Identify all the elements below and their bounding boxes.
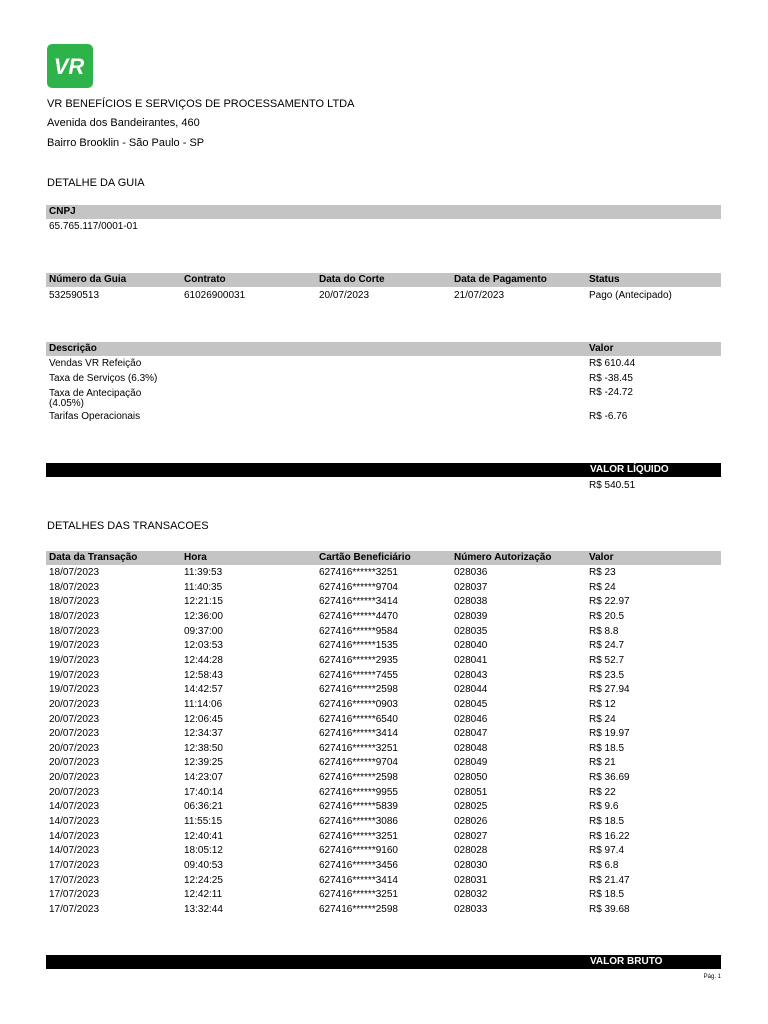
cnpj-value: 65.765.117/0001-01	[49, 221, 138, 232]
tx-authorization: 028035	[454, 625, 488, 637]
tx-card: 627416******3414	[319, 596, 398, 608]
table-row	[0, 581, 768, 596]
guide-header-number: Número da Guia	[49, 274, 127, 285]
table-row	[0, 756, 768, 771]
tx-card: 627416******1535	[319, 640, 398, 652]
tx-time: 09:40:53	[184, 860, 223, 871]
table-row	[0, 859, 768, 874]
values-header-value: Valor	[589, 343, 614, 354]
tx-value: R$ 36.69	[589, 772, 630, 784]
tx-authorization: 028047	[454, 728, 488, 740]
tx-authorization: 028039	[454, 610, 488, 622]
tx-date: 14/07/2023	[49, 801, 100, 813]
tx-date: 20/07/2023	[49, 728, 100, 740]
tx-time: 17:40:14	[184, 786, 223, 798]
table-row	[0, 713, 768, 728]
tx-authorization: 028048	[454, 742, 488, 754]
tx-date: 17/07/2023	[49, 874, 100, 886]
tx-date: 17/07/2023	[49, 903, 100, 915]
tx-authorization: 028049	[454, 757, 488, 769]
tx-date: 14/07/2023	[49, 830, 100, 842]
company-district: Bairro Brooklin - São Paulo - SP	[47, 137, 205, 149]
table-row	[0, 786, 768, 801]
table-row	[0, 844, 768, 859]
tx-value: R$ 6.8	[589, 860, 619, 871]
value-amount: R$ -24.72	[589, 387, 633, 398]
tx-date: 18/07/2023	[49, 567, 100, 578]
tx-date: 20/07/2023	[49, 742, 100, 754]
tx-authorization: 028037	[454, 581, 488, 593]
tx-card: 627416******3086	[319, 816, 398, 828]
tx-time: 13:32:44	[184, 903, 223, 915]
net-value-amount: R$ 540.51	[589, 480, 636, 491]
values-header-band	[46, 342, 721, 356]
tx-date: 19/07/2023	[49, 654, 100, 666]
tx-value: R$ 18.5	[589, 816, 625, 828]
table-row	[0, 698, 768, 713]
table-row	[0, 800, 768, 815]
tx-card: 627416******6540	[319, 713, 398, 725]
tx-header-value: Valor	[589, 552, 614, 563]
table-row	[0, 595, 768, 610]
tx-date: 20/07/2023	[49, 786, 100, 798]
tx-date: 18/07/2023	[49, 625, 100, 637]
tx-time: 11:39:53	[184, 567, 223, 578]
tx-authorization: 028044	[454, 684, 488, 696]
value-amount: R$ -6.76	[589, 411, 628, 422]
tx-card: 627416******9704	[319, 757, 398, 769]
table-row	[0, 874, 768, 889]
tx-date: 19/07/2023	[49, 640, 100, 652]
tx-date: 18/07/2023	[49, 581, 100, 593]
tx-authorization: 028038	[454, 596, 488, 608]
value-amount: R$ -38.45	[589, 373, 633, 384]
tx-value: R$ 39.68	[589, 903, 630, 915]
tx-value: R$ 8.8	[589, 625, 619, 637]
gross-value-label: VALOR BRUTO	[590, 956, 663, 967]
table-row	[0, 610, 768, 625]
tx-time: 12:40:41	[184, 830, 223, 842]
tx-card: 627416******5839	[319, 801, 398, 813]
tx-value: R$ 23	[589, 567, 616, 578]
tx-date: 20/07/2023	[49, 772, 100, 784]
tx-date: 20/07/2023	[49, 698, 100, 710]
tx-date: 20/07/2023	[49, 757, 100, 769]
tx-authorization: 028032	[454, 889, 488, 901]
tx-date: 17/07/2023	[49, 860, 100, 871]
tx-authorization: 028030	[454, 860, 488, 871]
value-description: Taxa de Antecipação (4.05%)	[49, 388, 142, 409]
tx-time: 09:37:00	[184, 625, 223, 637]
value-description: Tarifas Operacionais	[49, 411, 141, 422]
tx-time: 11:14:06	[184, 698, 223, 710]
table-row	[0, 815, 768, 830]
vr-logo	[47, 44, 93, 88]
tx-authorization: 028027	[454, 830, 488, 842]
tx-value: R$ 22	[589, 786, 616, 798]
tx-card: 627416******3251	[319, 742, 398, 754]
guide-status: Pago (Antecipado)	[589, 290, 672, 301]
tx-time: 12:44:28	[184, 654, 223, 666]
tx-value: R$ 23.5	[589, 669, 625, 681]
tx-value: R$ 18.5	[589, 742, 625, 754]
tx-authorization: 028051	[454, 786, 488, 798]
company-address: Avenida dos Bandeirantes, 460	[47, 117, 200, 129]
tx-time: 12:36:00	[184, 610, 223, 622]
transactions-section-title: DETALHES DAS TRANSACOES	[47, 520, 209, 532]
tx-card: 627416******3414	[319, 728, 398, 740]
tx-value: R$ 24	[589, 581, 616, 593]
table-row	[0, 625, 768, 640]
tx-authorization: 028033	[454, 903, 488, 915]
tx-time: 12:42:11	[184, 889, 223, 901]
table-row	[0, 566, 768, 581]
tx-authorization: 028031	[454, 874, 488, 886]
table-row	[0, 639, 768, 654]
tx-card: 627416******2598	[319, 903, 398, 915]
value-description: Vendas VR Refeição	[49, 358, 142, 369]
tx-value: R$ 27.94	[589, 684, 630, 696]
table-row	[0, 727, 768, 742]
cnpj-header-band	[46, 205, 721, 219]
tx-time: 11:55:15	[184, 816, 223, 828]
company-name: VR BENEFÍCIOS E SERVIÇOS DE PROCESSAMENTO LTDA	[47, 98, 355, 110]
value-description: Taxa de Serviços (6.3%)	[49, 373, 158, 384]
tx-time: 14:23:07	[184, 772, 223, 784]
table-row	[0, 683, 768, 698]
table-row	[0, 654, 768, 669]
tx-card: 627416******9955	[319, 786, 398, 798]
tx-card: 627416******3414	[319, 874, 398, 886]
tx-value: R$ 12	[589, 698, 616, 710]
table-row	[0, 888, 768, 903]
tx-authorization: 028046	[454, 713, 488, 725]
tx-value: R$ 18.5	[589, 889, 625, 901]
tx-date: 14/07/2023	[49, 845, 100, 857]
tx-authorization: 028043	[454, 669, 488, 681]
cnpj-label: CNPJ	[49, 206, 76, 217]
guide-cutoff: 20/07/2023	[319, 290, 370, 301]
tx-value: R$ 22.97	[589, 596, 630, 608]
guide-header-contract: Contrato	[184, 274, 226, 285]
tx-value: R$ 97.4	[589, 845, 625, 857]
tx-header-time: Hora	[184, 552, 207, 563]
tx-authorization: 028036	[454, 567, 488, 578]
tx-time: 12:24:25	[184, 874, 223, 886]
tx-card: 627416******4470	[319, 610, 398, 622]
tx-value: R$ 9.6	[589, 801, 619, 813]
tx-value: R$ 16.22	[589, 830, 630, 842]
tx-time: 12:21:15	[184, 596, 223, 608]
tx-authorization: 028028	[454, 845, 488, 857]
tx-time: 06:36:21	[184, 801, 223, 813]
table-row	[0, 669, 768, 684]
tx-card: 627416******2935	[319, 654, 398, 666]
guide-payment-date: 21/07/2023	[454, 290, 505, 301]
tx-value: R$ 21.47	[589, 874, 630, 886]
tx-time: 12:58:43	[184, 669, 223, 681]
tx-authorization: 028050	[454, 772, 488, 784]
tx-card: 627416******2598	[319, 684, 398, 696]
table-row	[0, 742, 768, 757]
tx-card: 627416******3251	[319, 889, 398, 901]
tx-authorization: 028041	[454, 654, 488, 666]
guide-section-title: DETALHE DA GUIA	[47, 177, 145, 189]
tx-date: 14/07/2023	[49, 816, 100, 828]
tx-card: 627416******3251	[319, 567, 398, 578]
tx-card: 627416******9704	[319, 581, 398, 593]
tx-date: 17/07/2023	[49, 889, 100, 901]
guide-header-payment-date: Data de Pagamento	[454, 274, 547, 285]
tx-value: R$ 24	[589, 713, 616, 725]
tx-date: 18/07/2023	[49, 610, 100, 622]
tx-header-card: Cartão Beneficiário	[319, 552, 411, 563]
tx-value: R$ 19.97	[589, 728, 630, 740]
tx-card: 627416******0903	[319, 698, 398, 710]
tx-card: 627416******3251	[319, 830, 398, 842]
guide-number: 532590513	[49, 290, 100, 301]
table-row	[0, 830, 768, 845]
guide-header-status: Status	[589, 274, 620, 285]
tx-time: 12:03:53	[184, 640, 223, 652]
vr-logo-text: VR	[53, 54, 85, 79]
tx-value: R$ 24.7	[589, 640, 625, 652]
tx-time: 12:34:37	[184, 728, 223, 740]
tx-card: 627416******2598	[319, 772, 398, 784]
net-value-label: VALOR LÍQUIDO	[590, 464, 669, 475]
tx-authorization: 028040	[454, 640, 488, 652]
tx-value: R$ 21	[589, 757, 616, 769]
tx-card: 627416******9584	[319, 625, 398, 637]
tx-time: 18:05:12	[184, 845, 223, 857]
tx-authorization: 028025	[454, 801, 488, 813]
tx-authorization: 028045	[454, 698, 488, 710]
tx-time: 12:38:50	[184, 742, 223, 754]
tx-value: R$ 52.7	[589, 654, 625, 666]
tx-header-authorization: Número Autorização	[454, 552, 552, 563]
tx-date: 19/07/2023	[49, 669, 100, 681]
tx-header-date: Data da Transação	[49, 552, 138, 563]
values-header-description: Descrição	[49, 343, 97, 354]
table-row	[0, 771, 768, 786]
tx-time: 12:39:25	[184, 757, 223, 769]
tx-time: 14:42:57	[184, 684, 223, 696]
tx-card: 627416******7455	[319, 669, 398, 681]
guide-contract: 61026900031	[184, 290, 246, 301]
value-amount: R$ 610.44	[589, 358, 636, 369]
tx-card: 627416******3456	[319, 860, 398, 871]
table-row	[0, 903, 768, 918]
tx-date: 19/07/2023	[49, 684, 100, 696]
tx-value: R$ 20.5	[589, 610, 625, 622]
tx-authorization: 028026	[454, 816, 488, 828]
tx-time: 11:40:35	[184, 581, 223, 593]
tx-time: 12:06:45	[184, 713, 223, 725]
tx-date: 20/07/2023	[49, 713, 100, 725]
guide-header-cutoff: Data do Corte	[319, 274, 385, 285]
page-number: Pág. 1	[703, 974, 721, 980]
tx-card: 627416******9160	[319, 845, 398, 857]
tx-date: 18/07/2023	[49, 596, 100, 608]
